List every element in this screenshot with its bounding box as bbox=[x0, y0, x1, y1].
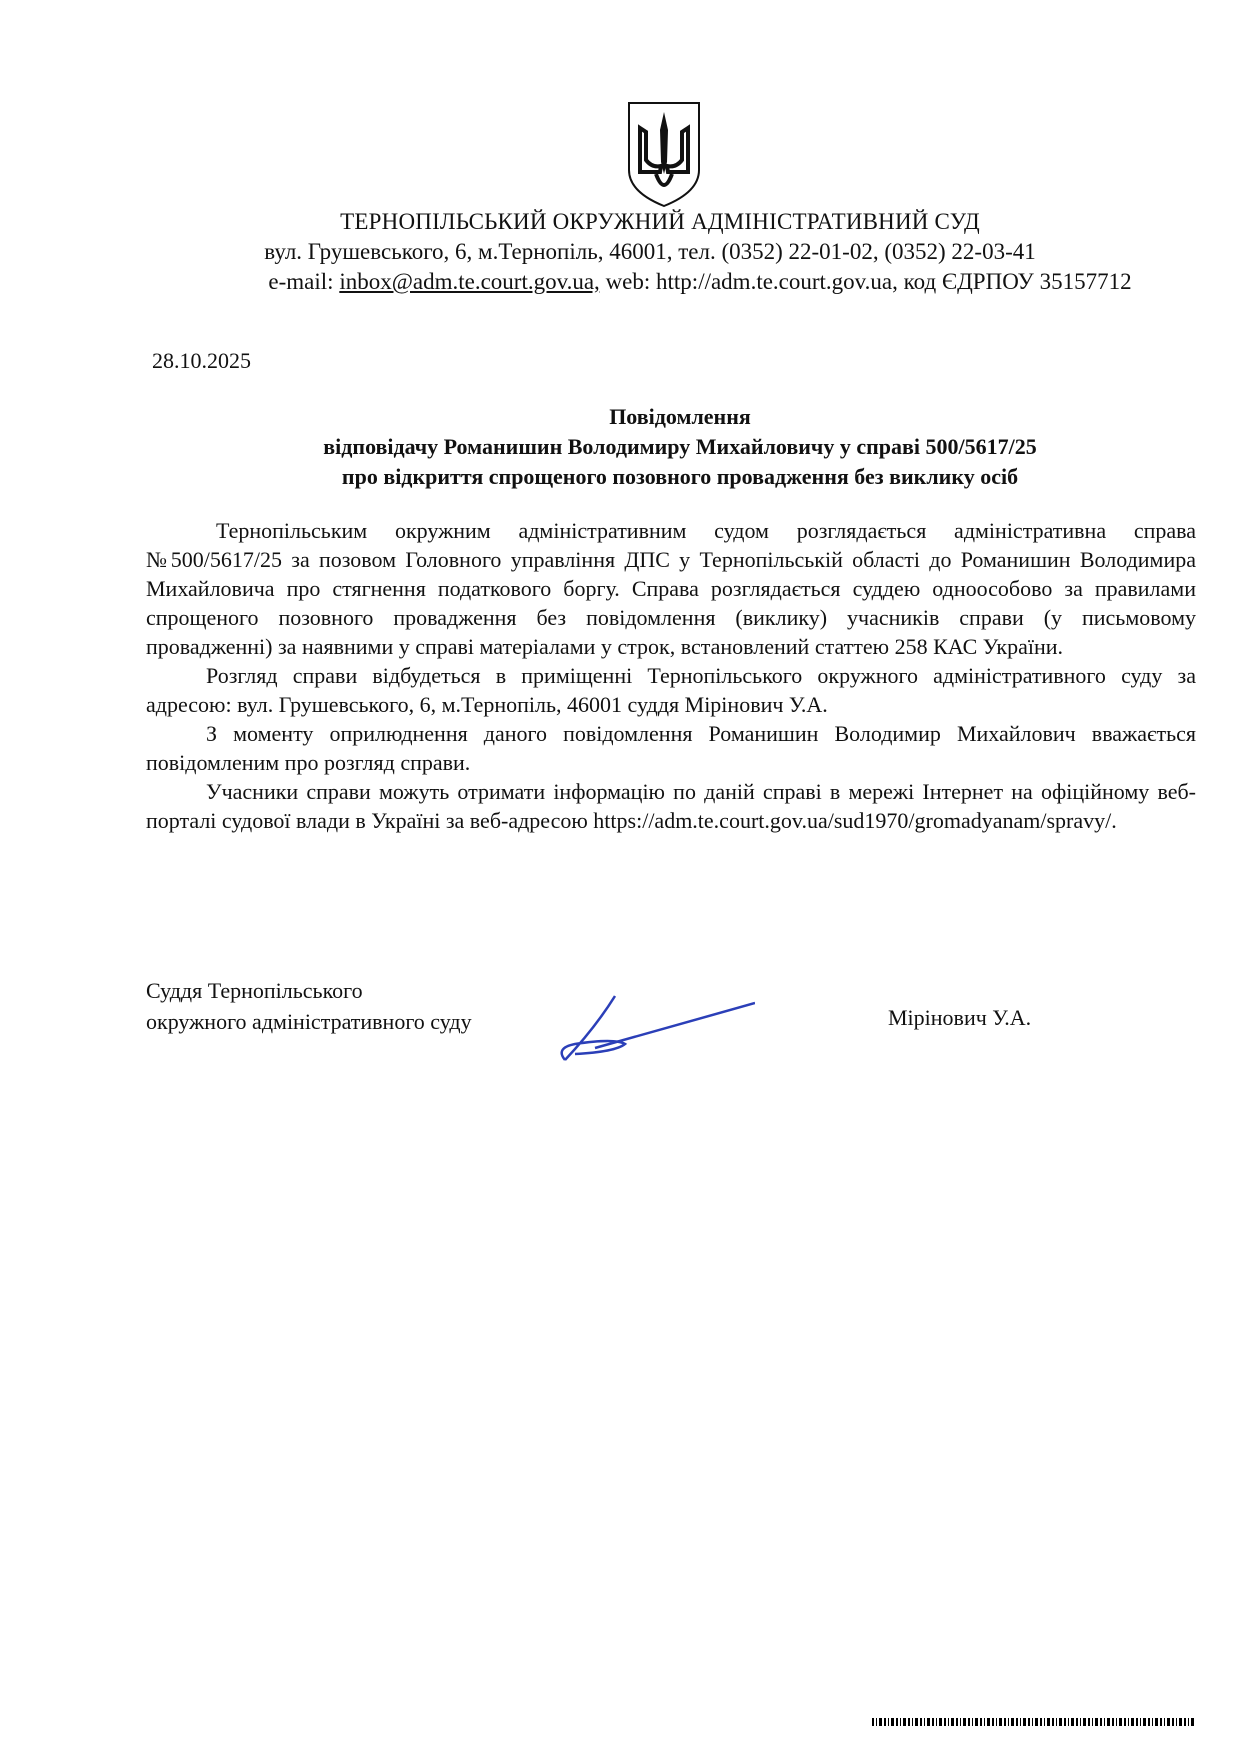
document-date: 28.10.2025 bbox=[152, 348, 251, 373]
web-and-code: web: http://adm.te.court.gov.ua, код ЄДРПОУ 35157712 bbox=[599, 269, 1132, 294]
paragraph: Розгляд справи відбудеться в приміщенні Тернопільського окружного адміністративного суду за адресою: вул. Грушевського, 6, м.Тернопіль, 46001 суддя Мірінович У.А. bbox=[146, 663, 1196, 717]
court-address: вул. Грушевського, 6, м.Тернопіль, 46001, тел. (0352) 22-01-02, (0352) 22-03-41 bbox=[264, 239, 1036, 264]
signature-position bbox=[146, 975, 472, 1037]
title-line-1: Повідомлення bbox=[609, 404, 751, 429]
judge-name: Мірінович У.А. bbox=[888, 1005, 1032, 1030]
position-line-2: окружного адміністративного суду bbox=[146, 1009, 472, 1034]
document-title bbox=[200, 402, 1160, 492]
court-name: ТЕРНОПІЛЬСЬКИЙ ОКРУЖНИЙ АДМІНІСТРАТИВНИЙ СУД bbox=[340, 209, 980, 234]
paragraph: З моменту оприлюднення даного повідомлення Романишин Володимир Михайлович вважається повідомленим про розгляд справи. bbox=[146, 721, 1196, 775]
handwritten-signature bbox=[555, 988, 755, 1068]
document-body bbox=[146, 516, 1196, 835]
coat-of-arms-icon bbox=[626, 100, 702, 208]
position-line-1: Суддя Тернопільського bbox=[146, 978, 363, 1003]
paragraph: Тернопільським окружним адміністративним судом розглядається адміністративна справа №500/5617/25 за позовом Головного управління ДПС у Тернопільській області до Романишин Володимира Михайловича про стягнення податкового боргу. Справа розглядається суддею одноособово за правилами спрощеного позовного провадження без повідомлення (виклику) учасників справи (у письмовому провадженні) за наявними у справі матеріалами у строк, встановлений статтею 258 КАС України. bbox=[146, 518, 1196, 659]
email-link[interactable]: inbox@adm.te.court.gov.ua, bbox=[339, 269, 600, 294]
paragraph: Учасники справи можуть отримати інформацію по даній справі в мережі Інтернет на офіційному веб-порталі судової влади в Україні за веб-адресою https://adm.te.court.gov.ua/sud1970/gromadyanam/spravy/. bbox=[146, 779, 1196, 833]
title-line-3: про відкриття спрощеного позовного провадження без виклику осіб bbox=[341, 464, 1019, 489]
title-line-2: відповідачу Романишин Володимиру Михайловичу у справі 500/5617/25 bbox=[323, 434, 1037, 459]
email-label: e-mail: bbox=[268, 269, 340, 294]
barcode bbox=[872, 1718, 1194, 1726]
court-contacts bbox=[80, 268, 1240, 296]
